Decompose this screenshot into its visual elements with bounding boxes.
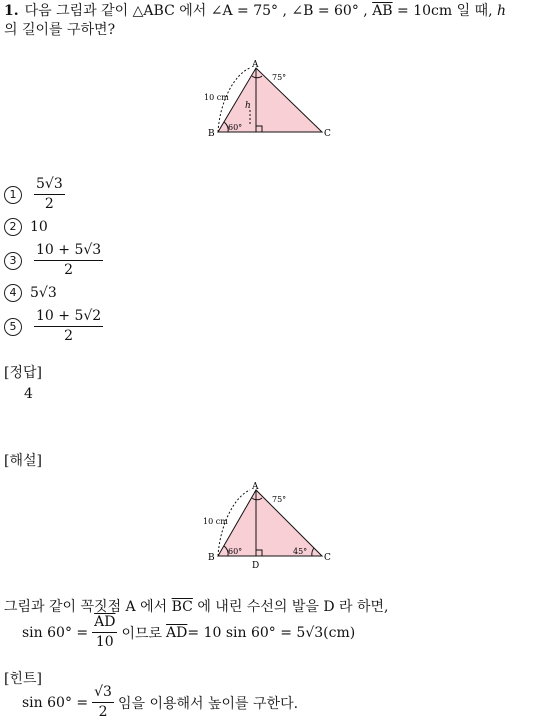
label-angle-a: 75° xyxy=(272,495,287,504)
question-seg2: = 10cm 일 때, xyxy=(392,3,498,19)
option-4[interactable] xyxy=(4,284,57,302)
option-text: 5√3 xyxy=(30,285,57,301)
question-seg1: 다음 그림과 같이 △ABC 에서 ∠A = 75° , ∠B = 60° , xyxy=(24,3,373,19)
option-marker: 4 xyxy=(4,284,22,302)
variable-h: h xyxy=(497,3,507,19)
hint-numerator: √3 xyxy=(92,684,114,703)
fraction-denominator: 2 xyxy=(44,196,54,212)
option-3[interactable] xyxy=(4,242,107,279)
label-b: B xyxy=(208,553,215,563)
option-marker: 2 xyxy=(4,218,22,236)
label-a: A xyxy=(252,60,259,70)
label-h: h xyxy=(245,101,251,111)
eq-lhs: sin 60° = xyxy=(22,624,89,641)
label-side: 10 cm xyxy=(203,517,228,526)
explanation-text-b: 에 내린 수선의 발을 D 라 하면, xyxy=(192,599,389,615)
explanation-text xyxy=(4,596,388,616)
label-d: D xyxy=(252,561,260,571)
eq-ad: $\overline{AD}$ xyxy=(166,624,188,641)
option-fraction xyxy=(34,242,103,279)
question-number: 1. xyxy=(4,3,19,19)
fraction-numerator: 10 + 5√2 xyxy=(34,308,103,327)
label-c: C xyxy=(324,129,331,139)
segment-bc: $\overline{BC}$ xyxy=(171,599,193,615)
hint-lhs: sin 60° = xyxy=(22,694,89,711)
segment-ab: $\overline{AB}$ xyxy=(372,3,393,19)
eq-mid: 이므로 xyxy=(121,625,163,642)
option-fraction xyxy=(34,176,65,213)
question-line2: 의 길이를 구하면? xyxy=(4,22,116,38)
label-angle-b: 60° xyxy=(228,123,243,132)
triangle-figure xyxy=(200,60,340,145)
label-c: C xyxy=(324,553,331,563)
option-2[interactable] xyxy=(4,218,48,236)
answer-value: 4 xyxy=(24,386,33,402)
option-1[interactable] xyxy=(4,176,69,213)
eq-fraction xyxy=(92,614,117,651)
hint-denominator: 2 xyxy=(98,704,108,720)
hint-equation xyxy=(22,684,298,721)
fraction-denominator: 2 xyxy=(64,262,74,278)
eq-rhs: = 10 sin 60° = 5√3(cm) xyxy=(187,624,356,641)
hint-label: [힌트] xyxy=(4,671,42,687)
label-angle-c: 45° xyxy=(293,547,308,556)
label-a: A xyxy=(252,482,259,492)
fraction-denominator: 2 xyxy=(64,328,74,344)
label-b: B xyxy=(208,129,215,139)
eq-denominator: 10 xyxy=(95,634,114,650)
eq-numerator: $\overline{AD}$ xyxy=(92,614,117,633)
option-marker: 3 xyxy=(4,252,22,270)
answer-label: [정답] xyxy=(4,365,42,381)
question-text xyxy=(4,2,532,40)
explanation-text-a: 그림과 같이 꼭짓점 A 에서 xyxy=(4,599,172,615)
explanation-figure xyxy=(200,482,340,572)
explanation-label: [해설] xyxy=(4,453,42,469)
option-marker: 1 xyxy=(4,186,22,204)
label-side: 10 cm xyxy=(204,93,229,102)
explanation-equation xyxy=(22,614,355,651)
option-5[interactable] xyxy=(4,308,107,345)
label-angle-a: 75° xyxy=(272,73,287,82)
fraction-numerator: 10 + 5√3 xyxy=(34,242,103,261)
fraction-numerator: 5√3 xyxy=(34,176,65,195)
hint-rest: 임을 이용해서 높이를 구한다. xyxy=(117,695,299,712)
option-text: 10 xyxy=(30,219,48,235)
label-angle-b: 60° xyxy=(228,547,243,556)
option-fraction xyxy=(34,308,103,345)
hint-fraction xyxy=(92,684,114,721)
option-marker: 5 xyxy=(4,318,22,336)
